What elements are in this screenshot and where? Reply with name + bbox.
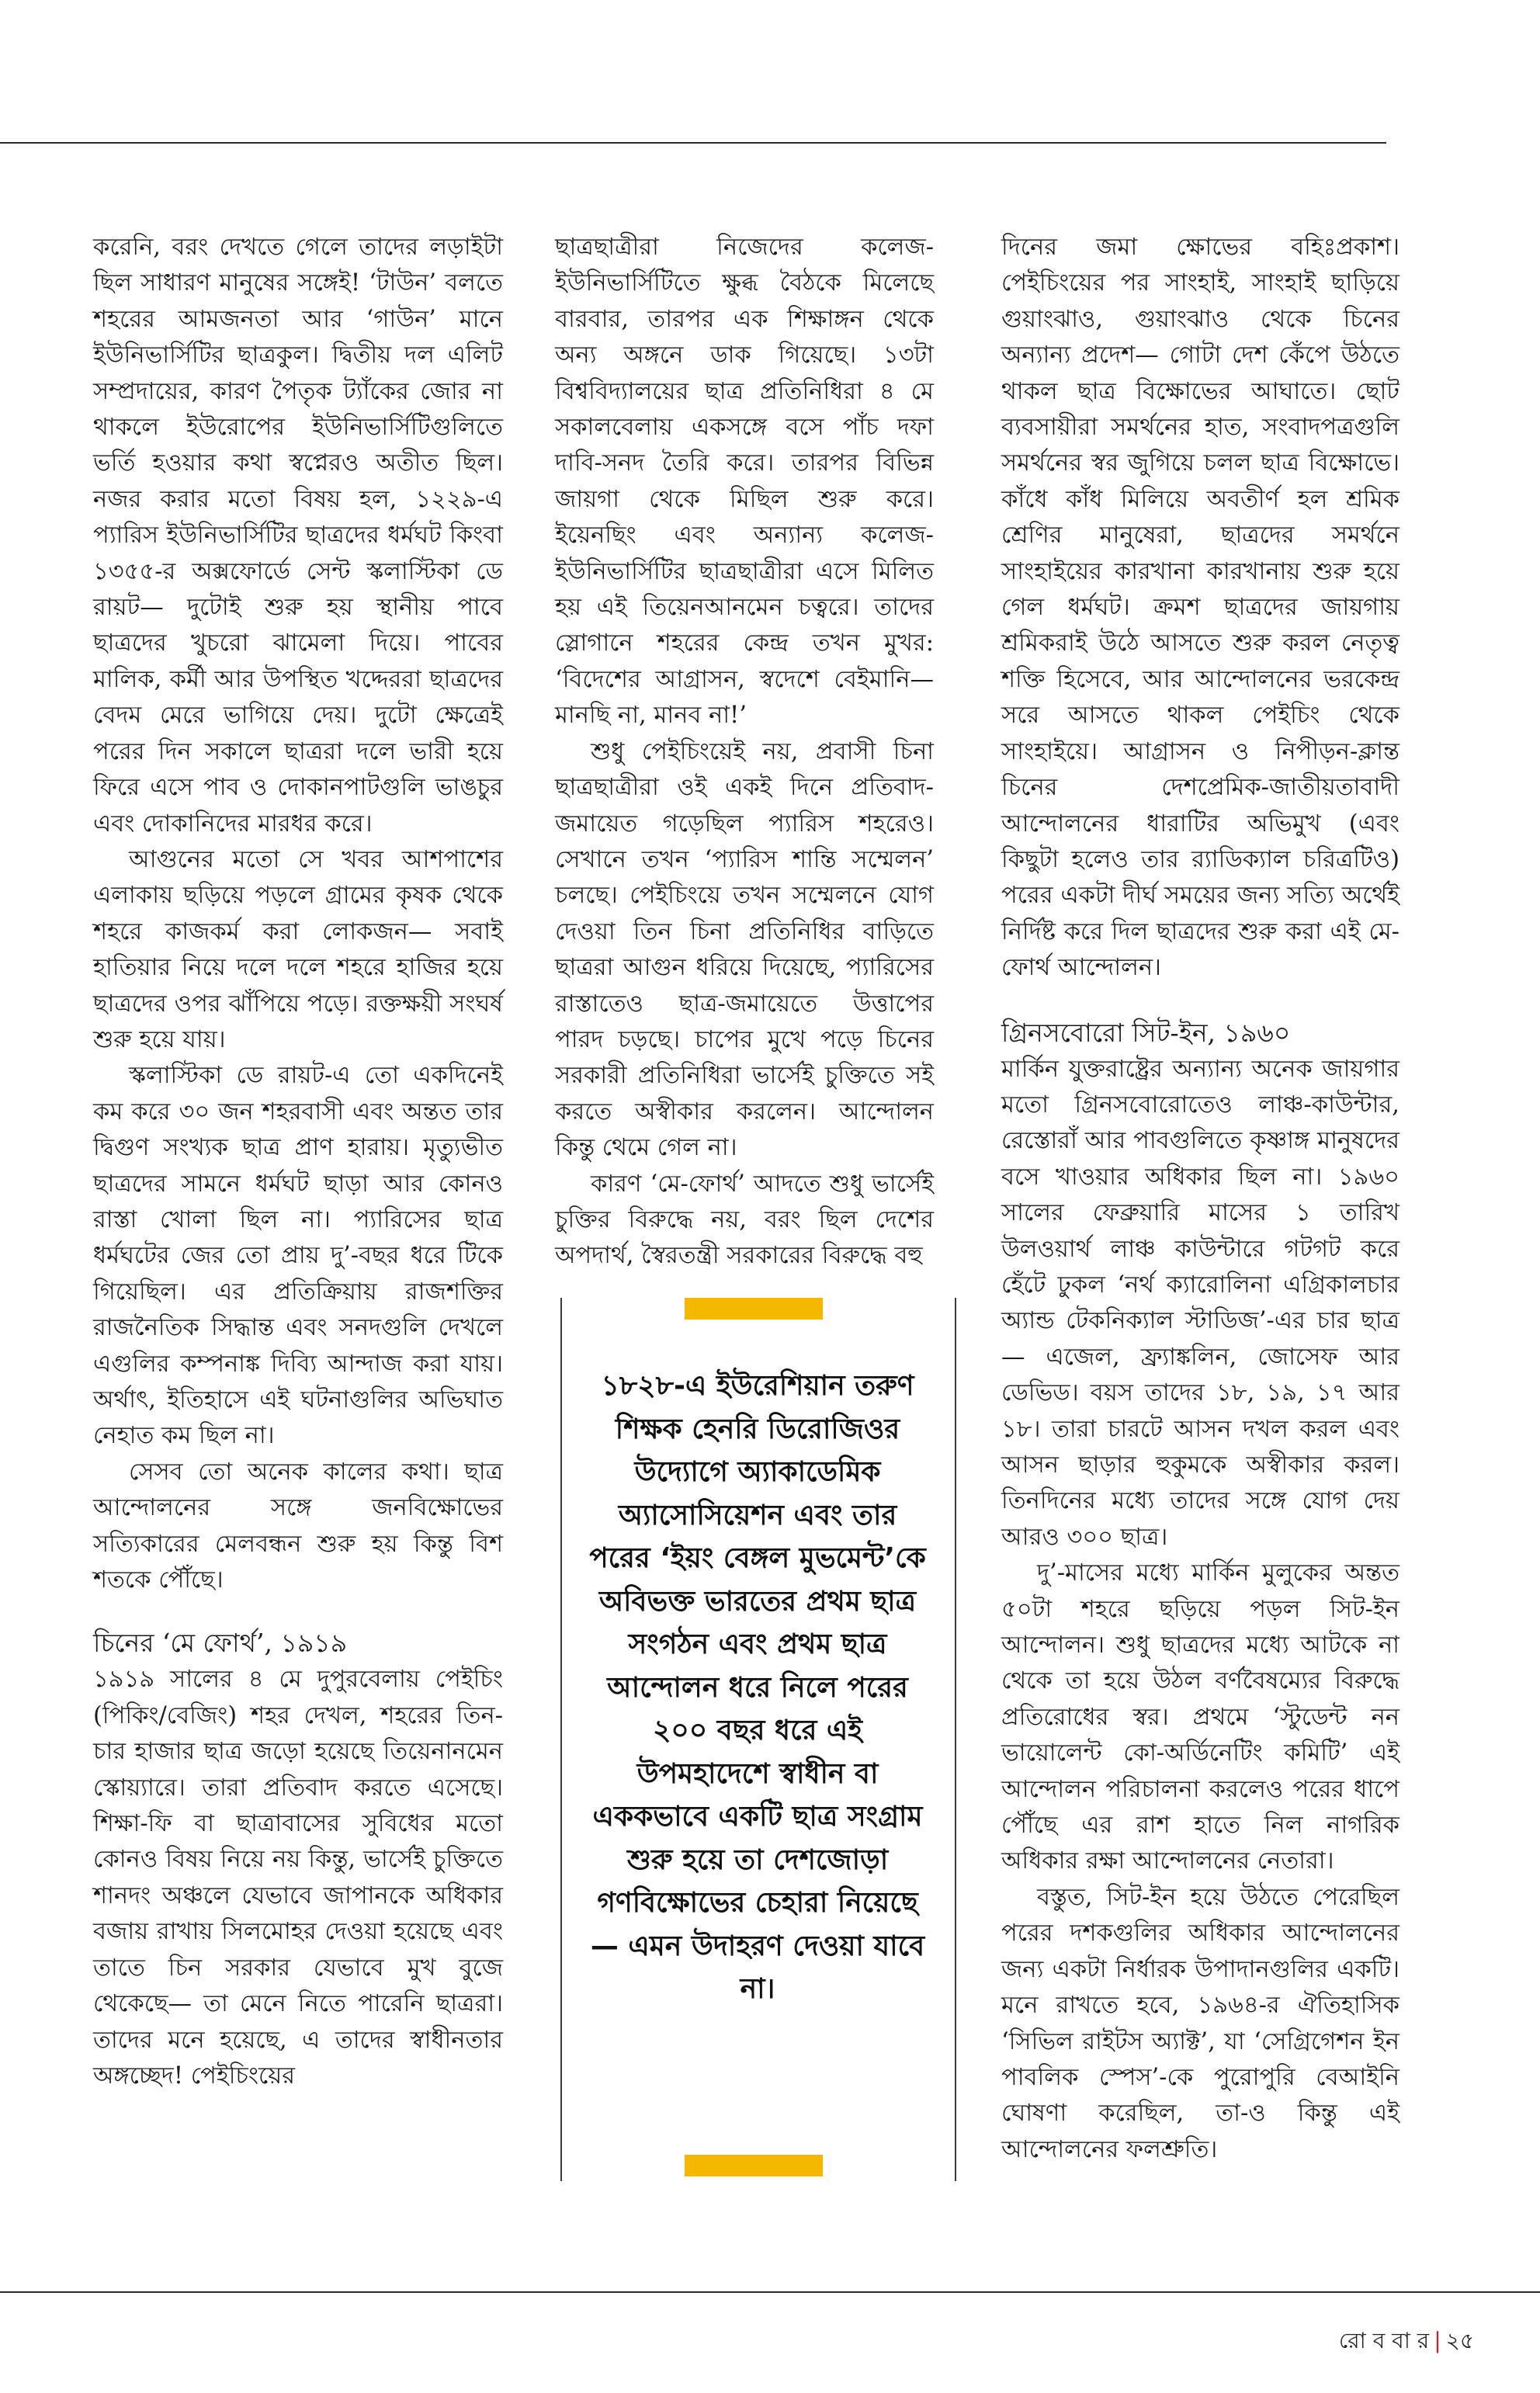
bottom-rule	[0, 2291, 1540, 2293]
pullquote	[588, 1298, 927, 2181]
section-heading: গ্রিনসবোরো সিট-ইন, ১৯৬০	[1001, 1017, 1291, 1048]
paragraph: মার্কিন যুক্তরাষ্ট্রের অন্যান্য অনেক জায়গার মতো গ্রিনসবোরোতেও লাঞ্চ-কাউন্টার, রেস্তোরাঁ আর পাবগুলিতে কৃষ্ণাঙ্গ মানুষদের বসে খাওয়ার অধিকার ছিল না। ১৯৬০ সালের ফেব্রুয়ারি মাসের ১ তারিখ উলওয়ার্থ লাঞ্চ কাউন্টারে গটগট করে হেঁটে ঢুকল ‘নর্থ ক্যারোলিনা এগ্রিকালচার অ্যান্ড টেকনিক্যাল স্টাডিজ’-এর চার ছাত্র— এজেল, ফ্র্যাঙ্কলিন, জোসেফ আর ডেভিড। বয়স তাদের ১৮, ১৯, ১৭ আর ১৮। তারা চারটে আসন দখল করল এবং আসন ছাড়ার হুকুমকে অস্বীকার করল। তিনদিনের মধ্যে তাদের সঙ্গে যোগ দেয় আরও ৩০০ ছাত্র।	[1001, 1055, 1400, 1551]
column-3	[1001, 230, 1400, 2168]
paragraph: দু’-মাসের মধ্যে মার্কিন মুলুকের অন্তত ৫০টা শহরে ছড়িয়ে পড়ল সিট-ইন আন্দোলন। শুধু ছাত্রদের মধ্যে আটকে না থেকে তা হয়ে উঠল বর্ণবৈষম্যের বিরুদ্ধে প্রতিরোধের স্বর। প্রথমে ‘স্টুডেন্ট নন ভায়োলেন্ট কো-অর্ডিনেটিং কমিটি’ এই আন্দোলন পরিচালনা করলেও পরের ধাপে পৌঁছে এর রাশ হাতে নিল নাগরিক অধিকার রক্ষা আন্দোলনের নেতারা।	[1001, 1559, 1400, 1875]
paragraph: করেনি, বরং দেখতে গেলে তাদের লড়াইটা ছিল সাধারণ মানুষের সঙ্গেই! ‘টাউন’ বলতে শহরের আমজনতা আর ‘গাউন’ মানে ইউনিভার্সিটির ছাত্রকুল। দ্বিতীয় দল এলিট সম্প্রদায়ের, কারণ পৈতৃক ট্যাঁকের জোর না থাকলে ইউরোপের ইউনিভার্সিটিগুলিতে ভর্তি হওয়ার কথা স্বপ্নেরও অতীত ছিল। নজর করার মতো বিষয় হল, ১২২৯-এ প্যারিস ইউনিভার্সিটির ছাত্রদের ধর্মঘট কিংবা ১৩৫৫-র অক্সফোর্ডে সেন্ট স্কলাস্টিকা ডে রায়ট— দুটোই শুরু হয় স্থানীয় পাবে ছাত্রদের খুচরো ঝামেলা দিয়ে। পাবের মালিক, কর্মী আর উপস্থিত খদ্দেররা ছাত্রদের বেদম মেরে ভাগিয়ে দেয়। দুটো ক্ষেত্রেই পরের দিন সকালে ছাত্ররা দলে ভারী হয়ে ফিরে এসে পাব ও দোকানপাটগুলি ভাঙচুর এবং দোকানিদের মারধর করে।	[93, 234, 503, 838]
accent-bar-top	[685, 1298, 823, 1320]
page-footer	[1339, 2324, 1474, 2360]
paragraph: স্কলাস্টিকা ডে রায়ট-এ তো একদিনেই কম করে ৩০ জন শহরবাসী এবং অন্তত তার দ্বিগুণ সংখ্যক ছাত্র প্রাণ হারায়। মৃত্যুভীত ছাত্রদের সামনে ধর্মঘট ছাড়া আর কোনও রাস্তা খোলা ছিল না। প্যারিসের ছাত্র ধর্মঘটের জের তো প্রায় দু’-বছর ধরে টিকে গিয়েছিল। এর প্রতিক্রিয়ায় রাজশক্তির রাজনৈতিক সিদ্ধান্ত এবং সনদগুলি দেখলে এগুলির কম্পনাঙ্ক দিব্যি আন্দাজ করা যায়। অর্থাৎ, ইতিহাসে এই ঘটনাগুলির অভিঘাত নেহাত কম ছিল না।	[93, 1062, 503, 1450]
pullquote-right-rule	[955, 1298, 956, 2181]
section-heading: চিনের ‘মে ফোর্থ’, ১৯১৯	[93, 1628, 348, 1659]
paragraph: আগুনের মতো সে খবর আশপাশের এলাকায় ছড়িয়ে পড়লে গ্রামের কৃষক থেকে শহরে কাজকর্ম করা লোকজন— সবাই হাতিয়ার নিয়ে দলে দলে শহরে হাজির হয়ে ছাত্রদের ওপর ঝাঁপিয়ে পড়ে। রক্তক্ষয়ী সংঘর্ষ শুরু হয়ে যায়।	[93, 845, 503, 1053]
top-rule	[0, 142, 1386, 144]
accent-bar-bottom	[685, 2155, 823, 2176]
column-1	[93, 230, 503, 2094]
paragraph: শুধু পেইচিংয়েই নয়, প্রবাসী চিনা ছাত্রছাত্রীরা ওই একই দিনে প্রতিবাদ-জমায়েত গড়েছিল প্যারিস শহরেও। সেখানে তখন ‘প্যারিস শান্তি সম্মেলন’ চলছে। পেইচিংয়ে তখন সম্মেলনে যোগ দেওয়া তিন চিনা প্রতিনিধির বাড়িতে ছাত্ররা আগুন ধরিয়ে দিয়েছে, প্যারিসের রাস্তাতেও ছাত্র-জমায়েতে উত্তাপের পারদ চড়ছে। চাপের মুখে পড়ে চিনের সরকারী প্রতিনিধিরা ভার্সেই চুক্তিতে সই করতে অস্বীকার করলেন। আন্দোলন কিন্তু থেমে গেল না।	[555, 737, 934, 1162]
paragraph: দিনের জমা ক্ষোভের বহিঃপ্রকাশ। পেইচিংয়ের পর সাংহাই, সাংহাই ছাড়িয়ে গুয়াংঝাও, গুয়াংঝাও থেকে চিনের অন্যান্য প্রদেশ— গোটা দেশ কেঁপে উঠতে থাকল ছাত্র বিক্ষোভের আঘাতে। ছোট ব্যবসায়ীরা সমর্থনের হাত, সংবাদপত্রগুলি সমর্থনের স্বর জুগিয়ে চলল ছাত্র বিক্ষোভে। কাঁধে কাঁধ মিলিয়ে অবতীর্ণ হল শ্রমিক শ্রেণির মানুষেরা, ছাত্রদের সমর্থনে সাংহাইয়ের কারখানা কারখানায় শুরু হয়ে গেল ধর্মঘট। ক্রমশ ছাত্রদের জায়গায় শ্রমিকরাই উঠে আসতে শুরু করল নেতৃত্ব শক্তি হিসেবে, আর আন্দোলনের ভরকেন্দ্র সরে আসতে থাকল পেইচিং থেকে সাংহাইয়ে। আগ্রাসন ও নিপীড়ন-ক্লান্ত চিনের দেশপ্রেমিক-জাতীয়তাবাদী আন্দোলনের ধারাটির অভিমুখ (এবং কিছুটা হলেও তার র‍্যাডিক্যাল চরিত্রটিও) পরের একটা দীর্ঘ সময়ের জন্য সত্যি অর্থেই নির্দিষ্ট করে দিল ছাত্রদের শুরু করা এই মে-ফোর্থ আন্দোলন।	[1001, 234, 1400, 982]
paragraph: কারণ ‘মে-ফোর্থ’ আদতে শুধু ভার্সেই চুক্তির বিরুদ্ধে নয়, বরং ছিল দেশের অপদার্থ, স্বৈরতন্ত্রী সরকারের বিরুদ্ধে বহু	[555, 1170, 934, 1270]
column-2	[555, 230, 934, 1275]
paragraph: ১৯১৯ সালের ৪ মে দুপুরবেলায় পেইচিং (পিকিং/বেজিং) শহর দেখল, শহরের তিন-চার হাজার ছাত্র জড়ো হয়েছে তিয়েনানমেন স্কোয়্যারে। তারা প্রতিবাদ করতে এসেছে। শিক্ষা-ফি বা ছাত্রাবাসের সুবিধের মতো কোনও বিষয় নিয়ে নয় কিন্তু, ভার্সেই চুক্তিতে শানদং অঞ্চলে যেভাবে জাপানকে অধিকার বজায় রাখায় সিলমোহর দেওয়া হয়েছে এবং তাতে চিন সরকার যেভাবে মুখ বুজে থেকেছে— তা মেনে নিতে পারেনি ছাত্ররা। তাদের মনে হয়েছে, এ তাদের স্বাধীনতার অঙ্গচ্ছেদ! পেইচিংয়ের	[93, 1666, 503, 2090]
pullquote-left-rule	[560, 1298, 562, 2181]
pullquote-text: ১৮২৮-এ ইউরেশিয়ান তরুণ শিক্ষক হেনরি ডিরোজিওর উদ্যোগে অ্যাকাডেমিক অ্যাসোসিয়েশন এবং তার পরের ‘ইয়ং বেঙ্গল মুভমেন্ট’কে অবিভক্ত ভারতের প্রথম ছাত্র সংগঠন এবং প্রথম ছাত্র আন্দোলন ধরে নিলে পরের ২০০ বছর ধরে এই উপমহাদেশে স্বাধীন বা এককভাবে একটি ছাত্র সংগ্রাম শুরু হয়ে তা দেশজোড়া গণবিক্ষোভের চেহারা নিয়েছে— এমন উদাহরণ দেওয়া যাবে না।	[589, 1370, 926, 2005]
paragraph: ছাত্রছাত্রীরা নিজেদের কলেজ-ইউনিভার্সিটিতে ক্ষুব্ধ বৈঠকে মিলেছে বারবার, তারপর এক শিক্ষাঙ্গন থেকে অন্য অঙ্গনে ডাক গিয়েছে। ১৩টা বিশ্ববিদ্যালয়ের ছাত্র প্রতিনিধিরা ৪ মে সকালবেলায় একসঙ্গে বসে পাঁচ দফা দাবি-সনদ তৈরি করে। তারপর বিভিন্ন জায়গা থেকে মিছিল শুরু করে। ইয়েনছিং এবং অন্যান্য কলেজ-ইউনিভার্সিটির ছাত্রছাত্রীরা এসে মিলিত হয় এই তিয়েনআনমেন চত্বরে। তাদের স্লোগানে শহরের কেন্দ্র তখন মুখর: ‘বিদেশের আগ্রাসন, স্বদেশে বেইমানি— মানছি না, মানব না!’	[555, 234, 934, 730]
paragraph: বস্তুত, সিট-ইন হয়ে উঠতে পেরেছিল পরের দশকগুলির অধিকার আন্দোলনের জন্য একটা নির্ধারক উপাদানগুলির একটি। মনে রাখতে হবে, ১৯৬৪-র ঐতিহাসিক ‘সিভিল রাইটস অ্যাক্ট’, যা ‘সেগ্রিগেশন ইন পাবলিক স্পেস’-কে পুরোপুরি বেআইনি ঘোষণা করেছিল, তা-ও কিন্তু এই আন্দোলনের ফলশ্রুতি।	[1001, 1883, 1400, 2163]
magazine-name: রো ব বা র	[1338, 2328, 1430, 2353]
page-number: ২৫	[1445, 2328, 1474, 2353]
footer-separator: |	[1434, 2328, 1441, 2353]
paragraph: সেসব তো অনেক কালের কথা। ছাত্র আন্দোলনের সঙ্গে জনবিক্ষোভের সত্যিকারের মেলবন্ধন শুরু হয় কিন্তু বিশ শতকে পৌঁছে।	[93, 1458, 503, 1594]
